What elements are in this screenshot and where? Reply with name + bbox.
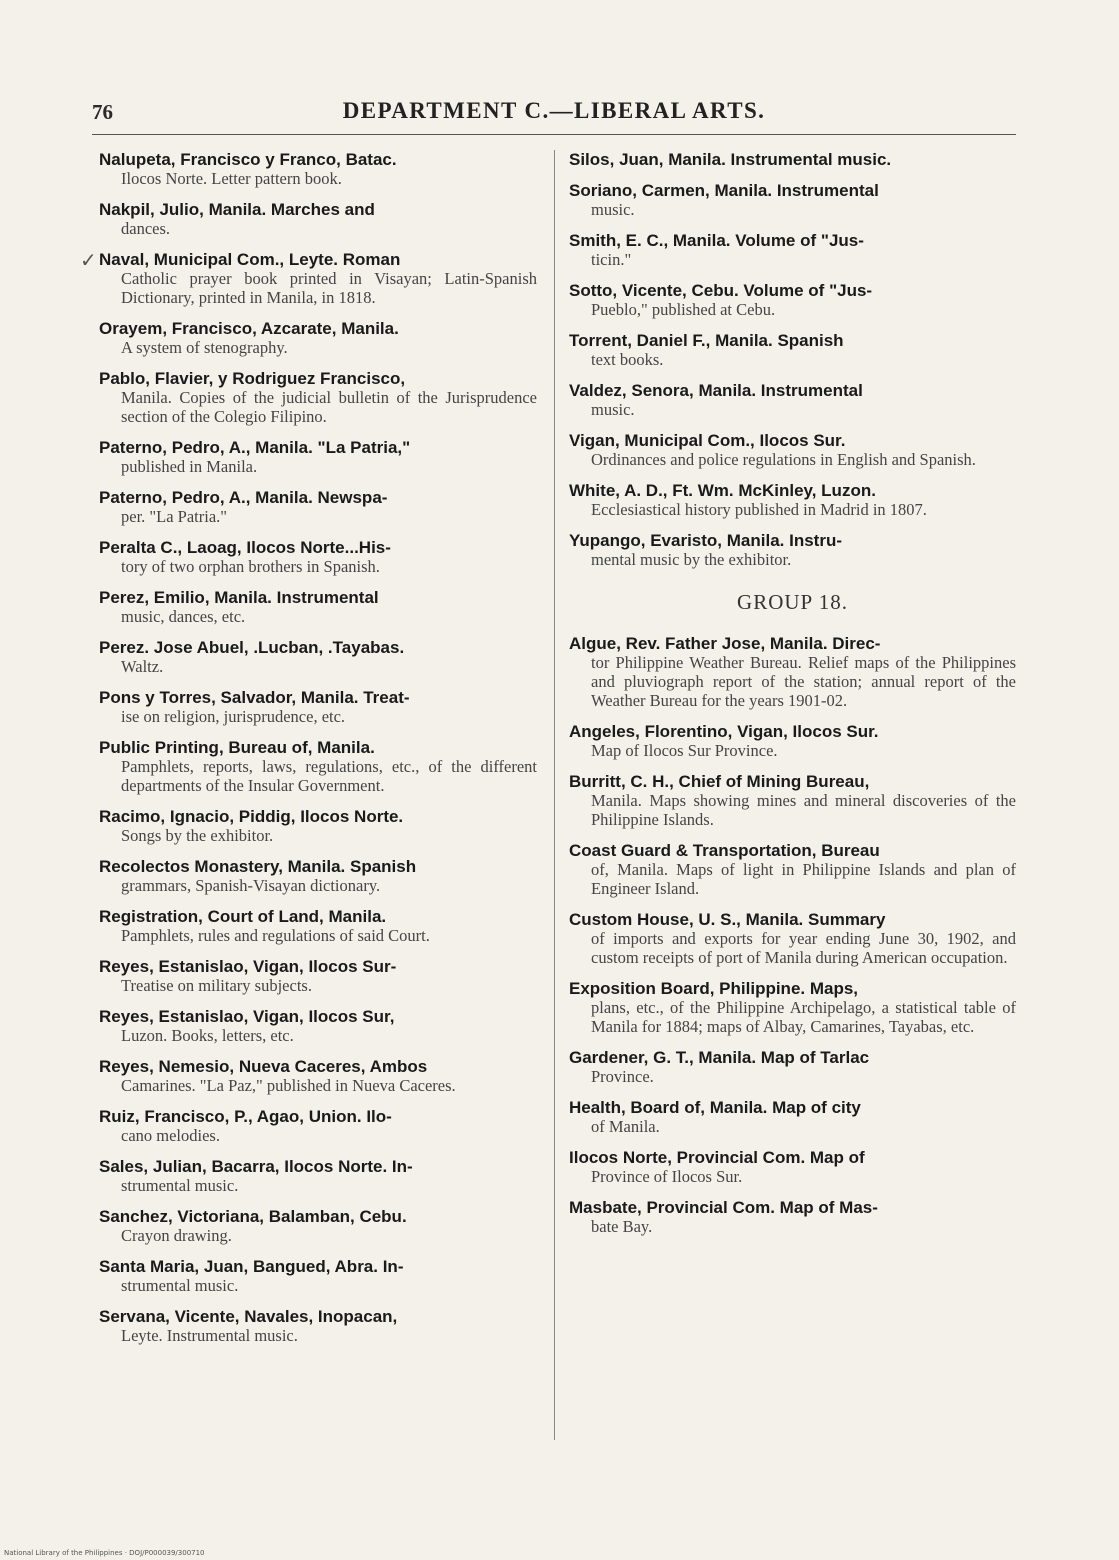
entry-exhibitor: Registration, Court of Land, Manila. — [99, 907, 387, 926]
entry-exhibitor: Racimo, Ignacio, Piddig, Ilocos Norte. — [99, 807, 404, 826]
entry-exhibitor: Angeles, Florentino, Vigan, Ilocos Sur. — [569, 722, 879, 741]
entry-description: A system of stenography. — [121, 338, 288, 357]
entry-exhibitor: Yupango, Evaristo, Manila. Instru- — [569, 531, 842, 550]
directory-entry — [99, 150, 537, 188]
entry-description: Leyte. Instrumental music. — [121, 1326, 298, 1345]
entry-description: Province of Ilocos Sur. — [591, 1167, 743, 1186]
right-column — [569, 150, 1016, 1248]
directory-entry — [99, 488, 537, 526]
entry-exhibitor: Silos, Juan, Manila. Instrumental music. — [569, 150, 892, 169]
entry-description: ticin." — [591, 250, 632, 269]
entry-description: cano melodies. — [121, 1126, 220, 1145]
entry-description: ise on religion, jurisprudence, etc. — [121, 707, 346, 726]
directory-entry — [569, 231, 1016, 269]
entry-exhibitor: Perez. Jose Abuel, .Lucban, .Tayabas. — [99, 638, 405, 657]
entry-description: Catholic prayer book printed in Visayan; Latin-Spanish Dictionary, printed in Manila, in 1818. — [121, 269, 537, 307]
entry-exhibitor: Gardener, G. T., Manila. Map of Tarlac — [569, 1048, 870, 1067]
entry-description: Waltz. — [121, 657, 164, 676]
directory-entry — [99, 638, 537, 676]
entry-description: tor Philippine Weather Bureau. Relief maps of the Philippines and pluviograph report of the station; annual report of the Weather Bureau for the years 1901-02. — [591, 653, 1016, 710]
entry-exhibitor: Orayem, Francisco, Azcarate, Manila. — [99, 319, 399, 338]
footer-note: National Library of the Philippines · DOJ/P000039/300710 — [4, 1549, 205, 1557]
entry-description: Crayon drawing. — [121, 1226, 232, 1245]
entry-description: strumental music. — [121, 1276, 239, 1295]
directory-entry — [99, 250, 537, 307]
entry-exhibitor: Burritt, C. H., Chief of Mining Bureau, — [569, 772, 870, 791]
directory-entry — [99, 369, 537, 426]
entry-description: Pamphlets, rules and regulations of said Court. — [121, 926, 430, 945]
directory-entry — [569, 722, 1016, 760]
group-18-entries — [569, 634, 1016, 1236]
entry-exhibitor: Coast Guard & Transportation, Bureau — [569, 841, 880, 860]
entry-description: of, Manila. Maps of light in Philippine Islands and plan of Engineer Island. — [591, 860, 1016, 898]
directory-entry — [99, 1257, 537, 1295]
directory-entry — [99, 857, 537, 895]
entry-description: Province. — [591, 1067, 654, 1086]
directory-entry — [569, 1148, 1016, 1186]
entry-exhibitor: Smith, E. C., Manila. Volume of "Jus- — [569, 231, 864, 250]
entry-description: Pamphlets, reports, laws, regulations, etc., of the different departments of the Insular Government. — [121, 757, 537, 795]
entry-description: music. — [591, 400, 635, 419]
entry-description: plans, etc., of the Philippine Archipelago, a statistical table of Manila for 1884; maps of Albay, Camarines, Tayabas, etc. — [591, 998, 1016, 1036]
entry-description: music. — [591, 200, 635, 219]
entry-exhibitor: White, A. D., Ft. Wm. McKinley, Luzon. — [569, 481, 876, 500]
right-column-entries — [569, 150, 1016, 569]
entry-exhibitor: Custom House, U. S., Manila. Summary — [569, 910, 886, 929]
entry-exhibitor: Pablo, Flavier, y Rodriguez Francisco, — [99, 369, 406, 388]
header-rule — [92, 134, 1016, 135]
entry-exhibitor: Ilocos Norte, Provincial Com. Map of — [569, 1148, 865, 1167]
entry-exhibitor: Algue, Rev. Father Jose, Manila. Direc- — [569, 634, 881, 653]
entry-exhibitor: Health, Board of, Manila. Map of city — [569, 1098, 861, 1117]
entry-description: Ecclesiastical history published in Madrid in 1807. — [591, 500, 927, 519]
entry-description: Manila. Copies of the judicial bulletin of the Jurisprudence section of the Colegio Filipino. — [121, 388, 537, 426]
entry-description: bate Bay. — [591, 1217, 653, 1236]
entry-description: strumental music. — [121, 1176, 239, 1195]
entry-exhibitor: Soriano, Carmen, Manila. Instrumental — [569, 181, 879, 200]
directory-entry — [569, 1198, 1016, 1236]
entry-exhibitor: Torrent, Daniel F., Manila. Spanish — [569, 331, 844, 350]
entry-description: dances. — [121, 219, 171, 238]
left-column — [99, 150, 537, 1357]
directory-entry — [99, 807, 537, 845]
entry-description: of imports and exports for year ending June 30, 1902, and custom receipts of port of Manila during American occupation. — [591, 929, 1016, 967]
entry-exhibitor: Peralta C., Laoag, Ilocos Norte...His- — [99, 538, 391, 557]
entry-exhibitor: Reyes, Estanislao, Vigan, Ilocos Sur, — [99, 1007, 395, 1026]
directory-entry — [99, 1307, 537, 1345]
entry-exhibitor: Reyes, Estanislao, Vigan, Ilocos Sur- — [99, 957, 397, 976]
entry-exhibitor: Nakpil, Julio, Manila. Marches and — [99, 200, 375, 219]
entry-description: of Manila. — [591, 1117, 660, 1136]
directory-entry — [569, 979, 1016, 1036]
entry-description: Ordinances and police regulations in English and Spanish. — [591, 450, 976, 469]
directory-entry — [569, 481, 1016, 519]
directory-entry — [569, 1098, 1016, 1136]
directory-entry — [569, 1048, 1016, 1086]
entry-exhibitor: Public Printing, Bureau of, Manila. — [99, 738, 375, 757]
check-mark-icon: ✓ — [80, 250, 97, 272]
entry-description: Songs by the exhibitor. — [121, 826, 274, 845]
directory-entry — [99, 1057, 537, 1095]
directory-entry — [569, 150, 1016, 169]
entry-description: per. "La Patria." — [121, 507, 228, 526]
entry-description: text books. — [591, 350, 664, 369]
entry-exhibitor: Naval, Municipal Com., Leyte. Roman — [99, 250, 401, 269]
directory-entry — [99, 1007, 537, 1045]
directory-entry — [99, 1107, 537, 1145]
column-divider — [554, 150, 555, 1440]
page-header — [92, 96, 1016, 132]
directory-entry — [569, 634, 1016, 710]
entry-exhibitor: Reyes, Nemesio, Nueva Caceres, Ambos — [99, 1057, 428, 1076]
directory-entry — [99, 688, 537, 726]
entry-description: music, dances, etc. — [121, 607, 246, 626]
entry-description: Map of Ilocos Sur Province. — [591, 741, 778, 760]
entry-description: Pueblo," published at Cebu. — [591, 300, 776, 319]
entry-description: grammars, Spanish-Visayan dictionary. — [121, 876, 381, 895]
directory-entry — [99, 738, 537, 795]
directory-entry — [569, 531, 1016, 569]
directory-entry — [99, 588, 537, 626]
directory-entry — [569, 281, 1016, 319]
directory-entry — [569, 841, 1016, 898]
entry-description: published in Manila. — [121, 457, 258, 476]
directory-entry — [569, 331, 1016, 369]
entry-exhibitor: Vigan, Municipal Com., Ilocos Sur. — [569, 431, 846, 450]
entry-exhibitor: Servana, Vicente, Navales, Inopacan, — [99, 1307, 398, 1326]
directory-entry — [99, 538, 537, 576]
entry-exhibitor: Masbate, Provincial Com. Map of Mas- — [569, 1198, 878, 1217]
entry-exhibitor: Paterno, Pedro, A., Manila. Newspa- — [99, 488, 388, 507]
entry-exhibitor: Recolectos Monastery, Manila. Spanish — [99, 857, 417, 876]
entry-description: Manila. Maps showing mines and mineral discoveries of the Philippine Islands. — [591, 791, 1016, 829]
group-heading: GROUP 18. — [737, 590, 848, 614]
entry-exhibitor: Perez, Emilio, Manila. Instrumental — [99, 588, 379, 607]
entry-description: Treatise on military subjects. — [121, 976, 312, 995]
directory-entry — [99, 1207, 537, 1245]
entry-description: Camarines. "La Paz," published in Nueva Caceres. — [121, 1076, 456, 1095]
running-title: DEPARTMENT C.—LIBERAL ARTS. — [342, 98, 766, 123]
entry-exhibitor: Valdez, Senora, Manila. Instrumental — [569, 381, 863, 400]
directory-entry — [99, 957, 537, 995]
entry-description: Luzon. Books, letters, etc. — [121, 1026, 294, 1045]
entry-exhibitor: Nalupeta, Francisco y Franco, Batac. — [99, 150, 397, 169]
directory-entry — [569, 431, 1016, 469]
entry-exhibitor: Sotto, Vicente, Cebu. Volume of "Jus- — [569, 281, 873, 300]
directory-entry — [569, 772, 1016, 829]
directory-entry — [99, 319, 537, 357]
entry-exhibitor: Exposition Board, Philippine. Maps, — [569, 979, 859, 998]
directory-entry — [569, 381, 1016, 419]
directory-entry — [569, 181, 1016, 219]
directory-entry — [569, 910, 1016, 967]
entry-exhibitor: Paterno, Pedro, A., Manila. "La Patria," — [99, 438, 411, 457]
directory-entry — [99, 907, 537, 945]
entry-description: tory of two orphan brothers in Spanish. — [121, 557, 380, 576]
directory-entry — [99, 438, 537, 476]
entry-exhibitor: Sanchez, Victoriana, Balamban, Cebu. — [99, 1207, 407, 1226]
entry-exhibitor: Pons y Torres, Salvador, Manila. Treat- — [99, 688, 410, 707]
entry-description: Ilocos Norte. Letter pattern book. — [121, 169, 342, 188]
directory-entry — [99, 1157, 537, 1195]
directory-entry — [99, 200, 537, 238]
page-number: 76 — [92, 100, 113, 124]
entry-description: mental music by the exhibitor. — [591, 550, 792, 569]
entry-exhibitor: Santa Maria, Juan, Bangued, Abra. In- — [99, 1257, 404, 1276]
entry-exhibitor: Sales, Julian, Bacarra, Ilocos Norte. In- — [99, 1157, 413, 1176]
entry-exhibitor: Ruiz, Francisco, P., Agao, Union. Ilo- — [99, 1107, 392, 1126]
